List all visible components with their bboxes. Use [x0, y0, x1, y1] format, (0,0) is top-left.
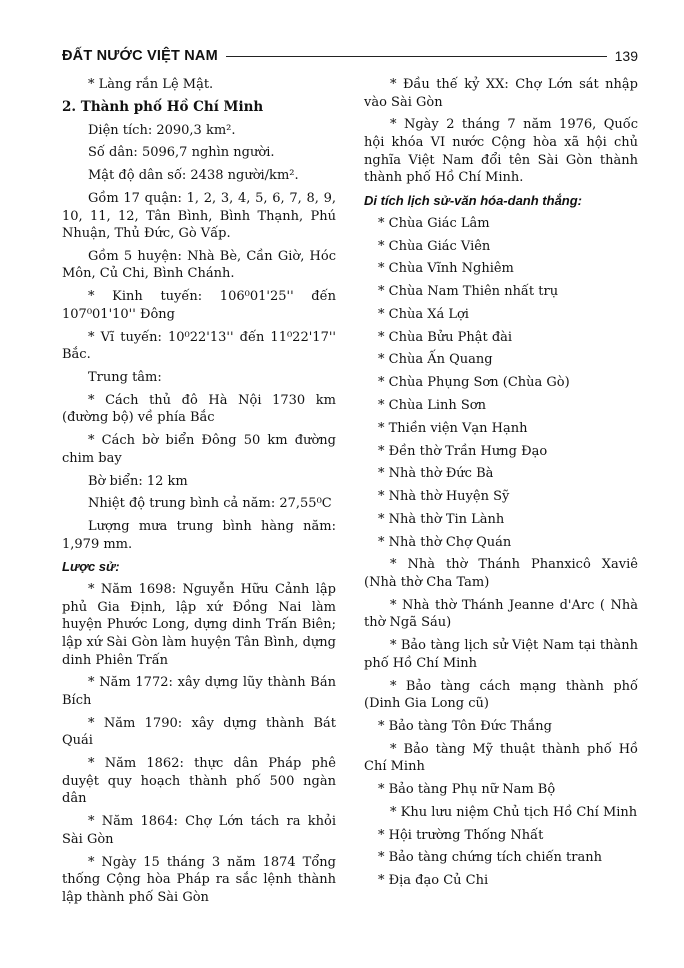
heritage-item: * Nhà thờ Đức Bà	[378, 466, 494, 482]
history-item: * Năm 1864: Chợ Lớn tách ra khỏi Sài Gòn	[62, 814, 336, 847]
history-item: * Năm 1698: Nguyễn Hữu Cảnh lập phủ Gia Định, lập xứ Đồng Nai làm huyện Phước Long, dựng dinh Trấn Biên; lập xứ Sài Gòn làm huyện Tân Bình, dựng dinh Phiên Trấn	[62, 582, 336, 668]
heritage-item: * Chùa Linh Sơn	[378, 397, 486, 413]
history-item: * Ngày 2 tháng 7 năm 1976, Quốc hội khóa VI nước Cộng hòa xã hội chủ nghĩa Việt Nam đổi tên Sài Gòn thành thành phố Hồ Chí Minh.	[364, 117, 638, 186]
history-heading: Lược sử:	[62, 559, 120, 575]
fact-line: Mật độ dân số: 2438 người/km².	[88, 168, 299, 184]
fact-line: Gồm 17 quận: 1, 2, 3, 4, 5, 6, 7, 8, 9, 10, 11, 12, Tân Bình, Bình Thạnh, Phú Nhuận, Thủ Đức, Gò Vấp.	[62, 190, 336, 242]
heritage-item: * Bảo tàng Tôn Đức Thắng	[378, 718, 552, 734]
bullet-item: * Làng rắn Lệ Mật.	[88, 77, 214, 92]
heritage-item: * Chùa Xá Lợi	[378, 306, 469, 322]
fact-line: Diện tích: 2090,3 km².	[88, 122, 236, 138]
heritage-item: * Bảo tàng Phụ nữ Nam Bộ	[378, 782, 556, 798]
heritage-item: * Chùa Phụng Sơn (Chùa Gò)	[378, 375, 570, 391]
heritage-item: * Chùa Nam Thiên nhất trụ	[378, 284, 559, 300]
heritage-item: * Nhà thờ Chợ Quán	[378, 534, 512, 550]
fact-line: * Kinh tuyến: 106⁰01'25'' đến 107⁰01'10'' Đông	[62, 289, 336, 322]
heritage-item: * Địa đạo Củ Chi	[378, 873, 489, 889]
heritage-item: * Chùa Ấn Quang	[378, 352, 493, 368]
fact-line: * Cách bờ biển Đông 50 km đường chim bay	[62, 433, 336, 466]
fact-line: * Cách thủ đô Hà Nội 1730 km (đường bộ) về phía Bắc	[62, 392, 336, 426]
history-item: * Năm 1862: thực dân Pháp phê duyệt quy hoạch thành phố 500 ngàn dân	[62, 756, 336, 807]
fact-line: Số dân: 5096,7 nghìn người.	[88, 145, 275, 161]
fact-line: Bờ biển: 12 km	[88, 473, 188, 489]
heritage-item: * Nhà thờ Tin Lành	[378, 511, 505, 527]
heritage-item: * Chùa Giác Lâm	[378, 215, 490, 231]
heritage-item: * Chùa Vĩnh Nghiêm	[378, 261, 514, 277]
fact-line: * Vĩ tuyến: 10⁰22'13'' đến 11⁰22'17'' Bắc.	[62, 329, 336, 363]
heritage-item: * Nhà thờ Thánh Phanxicô Xaviê (Nhà thờ Cha Tam)	[364, 557, 638, 591]
section-heading: 2. Thành phố Hồ Chí Minh	[62, 98, 264, 115]
page-number: 139	[614, 48, 638, 64]
history-item: * Năm 1772: xây dựng lũy thành Bán Bích	[62, 675, 336, 708]
header-rule	[226, 56, 607, 57]
heritage-item: * Chùa Bửu Phật đài	[378, 329, 513, 345]
fact-line: Gồm 5 huyện: Nhà Bè, Cần Giờ, Hóc Môn, Củ Chi, Bình Chánh.	[62, 248, 336, 282]
fact-line: Lượng mưa trung bình hàng năm: 1,979 mm.	[62, 519, 336, 552]
heritage-item: * Bảo tàng chứng tích chiến tranh	[378, 850, 602, 866]
heritage-item: * Bảo tàng lịch sử Việt Nam tại thành phố Hồ Chí Minh	[364, 638, 638, 671]
heritage-item: * Thiền viện Vạn Hạnh	[378, 420, 528, 436]
right-column	[364, 76, 638, 911]
heritage-item: * Khu lưu niệm Chủ tịch Hồ Chí Minh	[390, 804, 638, 820]
fact-line: Trung tâm:	[88, 370, 162, 385]
history-item: * Ngày 15 tháng 3 năm 1874 Tổng thống Cộng hòa Pháp ra sắc lệnh thành lập thành phố Sài Gòn	[62, 854, 336, 905]
text-columns	[62, 76, 638, 911]
heritage-item: * Hội trường Thống Nhất	[378, 827, 544, 843]
page-header	[62, 46, 638, 66]
history-item: * Đầu thế kỷ XX: Chợ Lớn sát nhập vào Sài Gòn	[364, 77, 638, 110]
heritage-item: * Nhà thờ Huyện Sỹ	[378, 489, 510, 505]
heritage-item: * Bảo tàng Mỹ thuật thành phố Hồ Chí Minh	[364, 741, 638, 775]
heritage-heading: Di tích lịch sử-văn hóa-danh thắng:	[364, 192, 583, 208]
heritage-item: * Bảo tàng cách mạng thành phố (Dinh Gia Long cũ)	[364, 678, 638, 712]
running-title: ĐẤT NƯỚC VIỆT NAM	[62, 48, 218, 64]
heritage-item: * Nhà thờ Thánh Jeanne d'Arc ( Nhà thờ Ngã Sáu)	[364, 597, 638, 631]
fact-line: Nhiệt độ trung bình cả năm: 27,55⁰C	[88, 496, 332, 512]
history-item: * Năm 1790: xây dựng thành Bát Quái	[62, 715, 336, 749]
heritage-item: * Đền thờ Trần Hưng Đạo	[378, 443, 548, 459]
left-column	[62, 76, 336, 911]
heritage-item: * Chùa Giác Viên	[378, 238, 491, 254]
